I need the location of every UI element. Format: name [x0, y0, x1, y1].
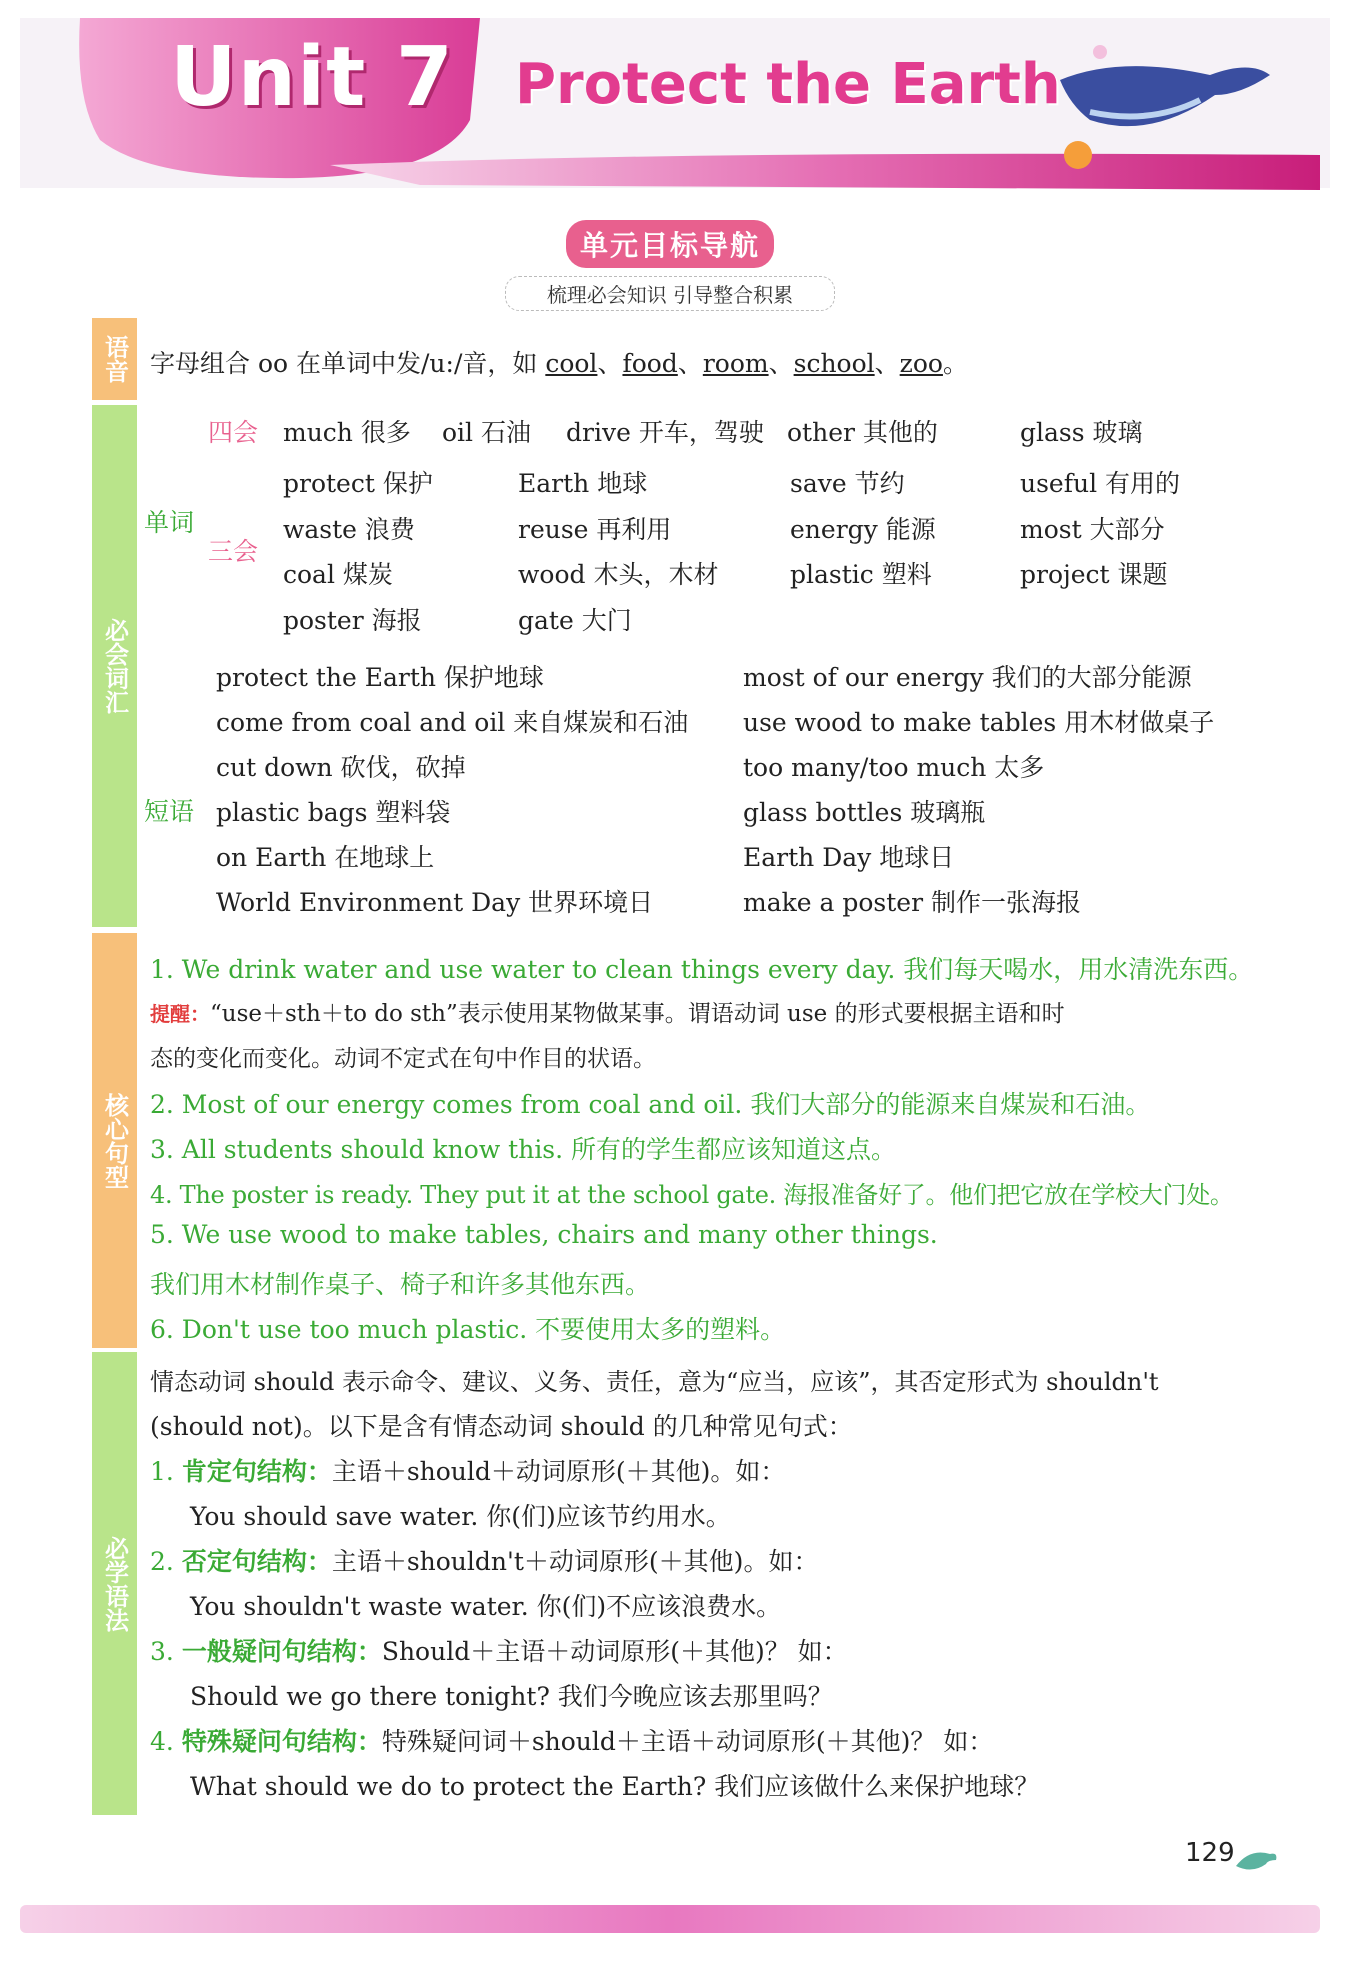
phonics-rule: 字母组合 oo 在单词中发/u:/音，如 cool、food、room、school、zoo。: [150, 349, 968, 378]
phrase-item: come from coal and oil 来自煤炭和石油: [216, 708, 689, 737]
three-skill-word: waste 浪费: [283, 515, 415, 544]
phonics-word: cool: [545, 349, 598, 378]
phrase-item: make a poster 制作一张海报: [743, 888, 1081, 917]
tip-line-1: 提醒：“use＋sth＋to do sth”表示使用某物做某事。谓语动词 use 的形式要根据主语和时: [150, 1001, 1065, 1027]
three-skill-word: plastic 塑料: [790, 560, 932, 589]
three-skill-word: coal 煤炭: [283, 560, 393, 589]
dolphin-icon: [1232, 1842, 1280, 1878]
four-skill-word: oil 石油: [442, 418, 531, 447]
grammar-example-2: You shouldn't waste water. 你(们)不应该浪费水。: [190, 1592, 782, 1621]
section-label-grammar: 必学语法: [92, 1352, 137, 1815]
section-label-phonics: 语音: [92, 318, 137, 400]
grammar-item-1: 1. 肯定句结构：主语＋should＋动词原形(＋其他)。如：: [150, 1457, 786, 1486]
unit-title: Protect the Earth: [515, 52, 1061, 117]
three-skill-word: reuse 再利用: [518, 515, 672, 544]
three-skill-word: protect 保护: [283, 469, 433, 498]
three-skill-word: most 大部分: [1020, 515, 1165, 544]
phrase-item: on Earth 在地球上: [216, 843, 435, 872]
section-label-vocab: 必会词汇: [92, 405, 137, 927]
sentence-3: 3. All students should know this. 所有的学生都应该知道这点。: [150, 1135, 897, 1164]
sentence-5-translation: 我们用木材制作桌子、椅子和许多其他东西。: [150, 1270, 651, 1299]
sentence-4: 4. The poster is ready. They put it at the school gate. 海报准备好了。他们把它放在学校大门处。: [150, 1181, 1234, 1209]
four-skill-word: other 其他的: [787, 418, 938, 447]
nav-title: 单元目标导航: [566, 220, 774, 268]
grammar-item-2: 2. 否定句结构：主语＋shouldn't＋动词原形(＋其他)。如：: [150, 1547, 819, 1576]
words-label: 单词: [144, 508, 195, 537]
three-skill-word: project 课题: [1020, 560, 1168, 589]
grammar-example-4: What should we do to protect the Earth? 我们应该做什么来保护地球？: [190, 1772, 1040, 1801]
phrase-item: World Environment Day 世界环境日: [216, 888, 654, 917]
phrase-item: Earth Day 地球日: [743, 843, 955, 872]
grammar-example-3: Should we go there tonight? 我们今晚应该去那里吗？: [190, 1682, 833, 1711]
footer-band: [20, 1905, 1320, 1933]
unit-goal-nav: [505, 220, 835, 307]
tip-line-2: 态的变化而变化。动词不定式在句中作目的状语。: [150, 1046, 656, 1072]
three-skill-label: 三会: [208, 537, 259, 566]
nav-subtitle: 梳理必会知识 引导整合积累: [505, 276, 835, 311]
grammar-item-3: 3. 一般疑问句结构：Should＋主语＋动词原形(＋其他)？ 如：: [150, 1637, 848, 1666]
phonics-word: room: [702, 349, 769, 378]
three-skill-word: energy 能源: [790, 515, 936, 544]
sentence-2: 2. Most of our energy comes from coal and oil. 我们大部分的能源来自煤炭和石油。: [150, 1090, 1151, 1119]
phrases-label: 短语: [144, 797, 195, 826]
four-skill-word: drive 开车，驾驶: [566, 418, 764, 447]
phrase-item: too many/too much 太多: [743, 753, 1045, 782]
sentence-5: 5. We use wood to make tables, chairs and many other things.: [150, 1220, 938, 1249]
three-skill-word: useful 有用的: [1020, 469, 1181, 498]
phonics-word: school: [793, 349, 875, 378]
phonics-word: zoo: [899, 349, 943, 378]
four-skill-word: much 很多: [283, 418, 411, 447]
three-skill-word: save 节约: [790, 469, 905, 498]
sentence-6: 6. Don't use too much plastic. 不要使用太多的塑料。: [150, 1315, 786, 1344]
grammar-intro-1: 情态动词 should 表示命令、建议、义务、责任，意为“应当，应该”，其否定形式为 shouldn't: [150, 1368, 1159, 1396]
unit-label: Unit 7: [170, 30, 454, 125]
three-skill-word: Earth 地球: [518, 469, 648, 498]
four-skill-word: glass 玻璃: [1020, 418, 1143, 447]
phrase-item: plastic bags 塑料袋: [216, 798, 451, 827]
phrase-item: protect the Earth 保护地球: [216, 663, 544, 692]
grammar-intro-2: (should not)。以下是含有情态动词 should 的几种常见句式：: [150, 1412, 853, 1441]
phrase-item: glass bottles 玻璃瓶: [743, 798, 986, 827]
grammar-item-4: 4. 特殊疑问句结构：特殊疑问词＋should＋主语＋动词原形(＋其他)？ 如：: [150, 1727, 994, 1756]
phonics-word: food: [622, 349, 678, 378]
grammar-example-1: You should save water. 你(们)应该节约用水。: [190, 1502, 731, 1531]
phrase-item: cut down 砍伐，砍掉: [216, 753, 466, 782]
phrase-item: most of our energy 我们的大部分能源: [743, 663, 1192, 692]
page-number: 129: [1185, 1838, 1235, 1868]
sentence-1: 1. We drink water and use water to clean things every day. 我们每天喝水，用水清洗东西。: [150, 955, 1254, 984]
tip-label: 提醒：: [150, 1002, 210, 1026]
three-skill-word: poster 海报: [283, 606, 422, 635]
phrase-item: use wood to make tables 用木材做桌子: [743, 708, 1215, 737]
section-label-sentences: 核心句型: [92, 933, 137, 1348]
three-skill-word: gate 大门: [518, 606, 632, 635]
four-skill-label: 四会: [208, 418, 259, 447]
three-skill-word: wood 木头，木材: [518, 560, 719, 589]
